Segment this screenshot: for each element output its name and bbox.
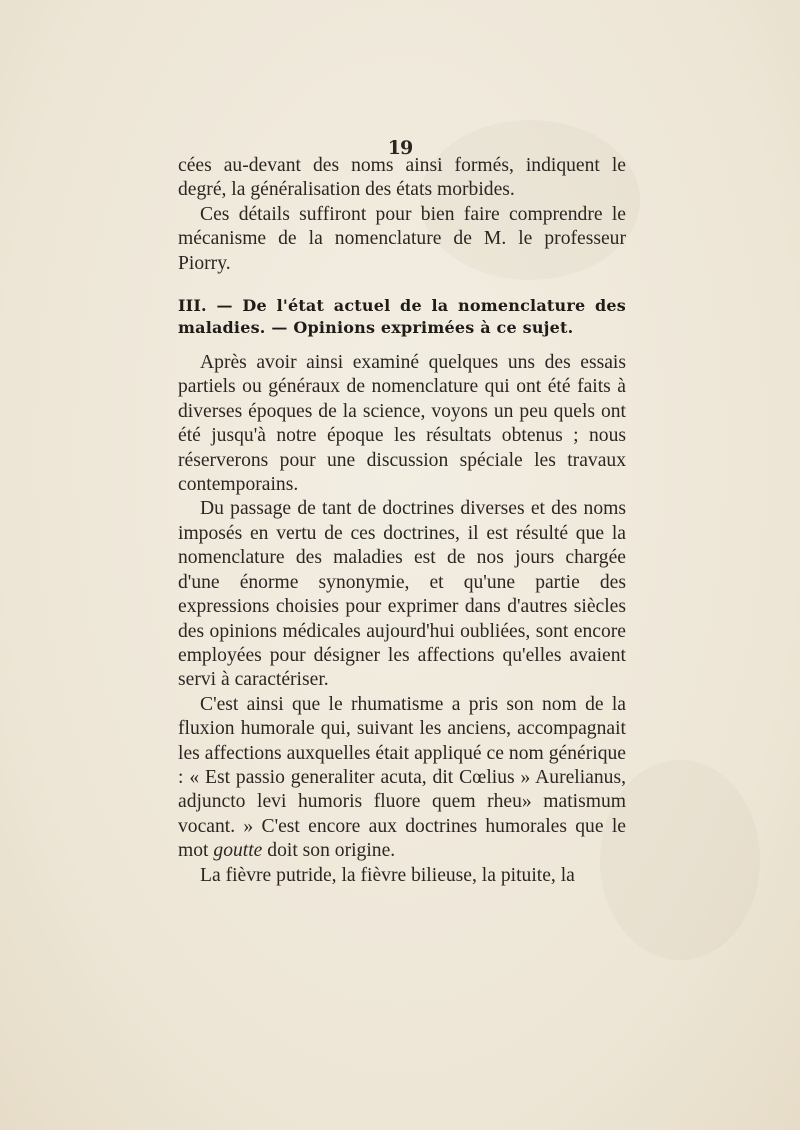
section-heading	[178, 295, 626, 339]
paragraph: cées au-devant des noms ainsi formés, indiquent le degré, la généralisation des états morbides.	[178, 155, 626, 201]
paragraph-text: C'est ainsi que le rhumatisme a pris son nom de la fluxion humorale qui, suivant les anciens, accompagnait les affections auxquelles était appliqué ce nom générique : « Est passio generaliter acuta, dit Cœlius » Aurelianus, adjuncto levi humoris fluore quem rheu» matismum vocant. » C'est encore aux doctrines humorales que le mot	[178, 693, 626, 862]
paragraph: La fièvre putride, la fièvre bilieuse, la pituite, la	[200, 864, 575, 886]
section-heading-title: III. — De l'état actuel de la nomenclature des maladies.	[178, 296, 626, 338]
italic-word: goutte	[213, 840, 263, 862]
paragraph: Ces détails suffiront pour bien faire comprendre le mécanisme de la nomenclature de M. le professeur Piorry.	[178, 203, 626, 274]
paragraph	[178, 693, 626, 864]
body-text	[178, 154, 626, 888]
paragraph: Du passage de tant de doctrines diverses et des noms imposés en vertu de ces doctrines, il est résulté que la nomenclature des maladies est de nos jours chargée d'une énorme synonymie, et qu'une partie des expressions choisies pour exprimer dans d'autres siècles des opinions médicales aujourd'hui oubliées, sont encore employées pour désigner les affections qu'elles avaient servi à caractériser.	[178, 498, 626, 691]
section-heading-subtitle: — Opinions exprimées à ce sujet.	[271, 318, 574, 338]
paragraph-text-end: doit son origine.	[267, 840, 396, 862]
paragraph: Après avoir ainsi examiné quelques uns des essais partiels ou généraux de nomenclature qui ont été faits à diverses époques de la science, voyons un peu quels ont été jusqu'à notre époque les résultats obtenus ; nous réserverons pour une discussion spéciale les travaux contemporains.	[178, 352, 626, 496]
page-number: 19	[387, 137, 413, 159]
